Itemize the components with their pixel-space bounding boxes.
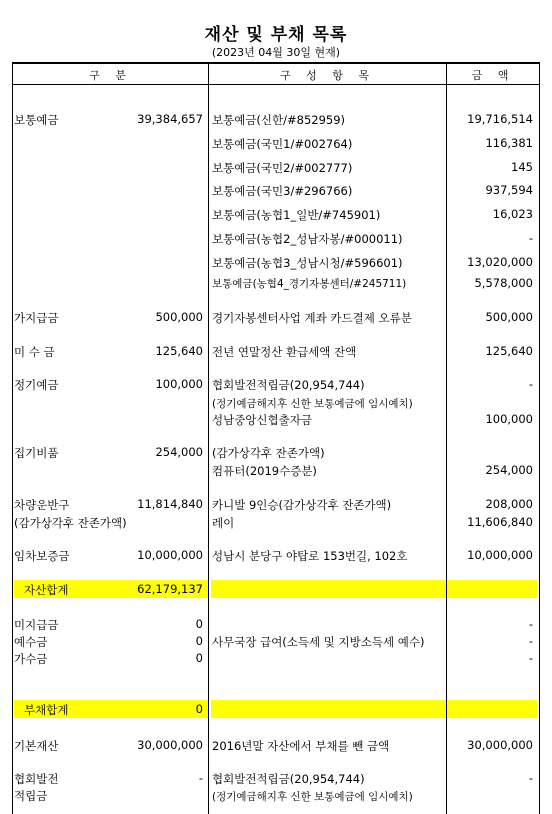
- reserve-item: 협회발전적립금(20,954,744): [212, 772, 365, 786]
- asset-total-highlight: [211, 580, 537, 598]
- vehicle-amount: 11,814,840: [137, 497, 203, 511]
- header-amount: 금 액: [471, 69, 515, 82]
- liability-value: -: [528, 634, 533, 648]
- equity-item: 2016년말 자산에서 부채를 뺀 금액: [212, 739, 390, 753]
- header-composition: 구 성 항 목: [280, 69, 375, 82]
- asset-total-amount: 62,179,137: [137, 582, 203, 596]
- column-divider: [208, 62, 209, 814]
- vehicle-value: 208,000: [485, 497, 533, 511]
- deposit-item-value: 145: [511, 160, 533, 174]
- liability-label: 가수금: [14, 652, 48, 666]
- vehicle-label: 차량운반구: [14, 498, 70, 512]
- table-top-border: [12, 62, 540, 64]
- liability-total-label: 부채합계: [24, 703, 69, 717]
- timedeposit-value: 100,000: [485, 412, 533, 426]
- timedeposit-item: 협회발전적립금(20,954,744): [212, 378, 365, 392]
- report-date: (2023년 04월 30일 현재): [211, 46, 341, 59]
- liability-label: 예수금: [14, 635, 48, 649]
- liability-item: 사무국장 급여(소득세 및 지방소득세 예수): [212, 635, 425, 649]
- liability-amount: 0: [195, 634, 203, 648]
- fixtures-item: 컴퓨터(2019수증분): [212, 464, 317, 478]
- header-category: 구 분: [89, 69, 132, 82]
- deposit-amount: 39,384,657: [137, 112, 203, 126]
- deposit-item: 보통예금(농협1_일반/#745901): [212, 208, 381, 222]
- deposit-item-value: 16,023: [492, 207, 533, 221]
- vehicle-item: 카니발 9인승(감가상각후 잔존가액): [212, 498, 392, 512]
- page-title: 재산 및 부채 목록: [204, 25, 348, 45]
- equity-amount: 30,000,000: [137, 738, 203, 752]
- lease-item: 성남시 분당구 야탑로 153번길, 102호: [212, 549, 408, 563]
- reserve-label: 협회발전: [14, 772, 59, 786]
- deposit-item-value: 5,578,000: [474, 276, 533, 290]
- liability-total-highlight: [211, 700, 537, 718]
- timedeposit-value: -: [528, 377, 533, 391]
- receivable-label: 미 수 금: [14, 345, 55, 359]
- fixtures-value: 254,000: [485, 463, 533, 477]
- header-divider: [12, 84, 540, 85]
- deposit-item: 보통예금(농협4_경기자봉센터/#245711): [212, 278, 407, 290]
- deposit-item-value: 937,594: [485, 183, 533, 197]
- deposit-item: 보통예금(국민3/#296766): [212, 184, 353, 198]
- fixtures-label: 집기비품: [14, 446, 59, 460]
- receivable-item: 전년 연말정산 환급세액 잔액: [212, 345, 357, 359]
- receivable-value: 125,640: [485, 344, 533, 358]
- reserve-amount: -: [198, 771, 203, 785]
- vehicle-value: 11,606,840: [467, 515, 533, 529]
- deposit-item: 보통예금(국민1/#002764): [212, 137, 353, 151]
- suspense-amount: 500,000: [155, 310, 203, 324]
- reserve-value: -: [528, 771, 533, 785]
- reserve-note: (정기예금해지후 신한 보통예금에 임시예치): [212, 791, 413, 803]
- liability-total-amount: 0: [195, 702, 203, 716]
- table-left-border: [12, 62, 13, 814]
- liability-label: 미지급금: [14, 618, 59, 632]
- deposit-item-value: 116,381: [485, 136, 533, 150]
- suspense-label: 가지급금: [14, 311, 59, 325]
- vehicle-item: 레이: [212, 516, 235, 530]
- reserve-sublabel: 적립금: [14, 789, 48, 803]
- liability-value: -: [528, 651, 533, 665]
- equity-value: 30,000,000: [467, 738, 533, 752]
- deposit-item-value: 13,020,000: [467, 255, 533, 269]
- deposit-item: 보통예금(국민2/#002777): [212, 161, 353, 175]
- equity-label: 기본재산: [14, 739, 59, 753]
- receivable-amount: 125,640: [155, 344, 203, 358]
- fixtures-note: (감가상각후 잔존가액): [212, 446, 325, 460]
- timedeposit-item: 성남중앙신협출자금: [212, 413, 312, 427]
- deposit-item-value: 19,716,514: [467, 112, 533, 126]
- vehicle-sublabel: (감가상각후 잔존가액): [14, 516, 127, 530]
- suspense-value: 500,000: [485, 310, 533, 324]
- deposit-item: 보통예금(신한/#852959): [212, 113, 346, 127]
- deposit-item: 보통예금(농협3_성남시청/#596601): [212, 256, 403, 270]
- liability-value: -: [528, 617, 533, 631]
- column-divider: [446, 62, 447, 814]
- lease-amount: 10,000,000: [137, 548, 203, 562]
- timedeposit-note: (정기예금해지후 신한 보통예금에 임시예치): [212, 398, 413, 410]
- fixtures-amount: 254,000: [155, 445, 203, 459]
- deposit-label: 보통예금: [14, 113, 59, 127]
- table-right-border: [539, 62, 540, 814]
- deposit-item: 보통예금(농협2_성남자봉/#000011): [212, 232, 403, 246]
- liability-amount: 0: [195, 651, 203, 665]
- liability-amount: 0: [195, 617, 203, 631]
- lease-label: 임차보증금: [14, 549, 70, 563]
- timedeposit-amount: 100,000: [155, 377, 203, 391]
- timedeposit-label: 정기예금: [14, 378, 59, 392]
- deposit-item-value: -: [528, 231, 533, 245]
- suspense-item: 경기자봉센터사업 계좌 카드결제 오류분: [212, 311, 412, 325]
- asset-total-label: 자산합계: [24, 583, 69, 597]
- lease-value: 10,000,000: [467, 548, 533, 562]
